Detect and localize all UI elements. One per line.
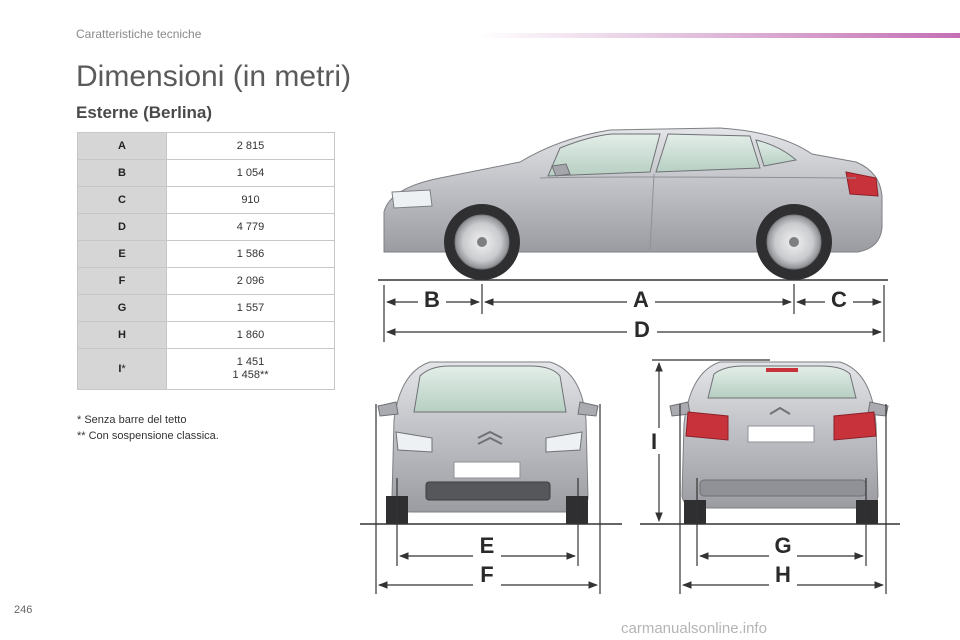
dimension-value: 1 054 xyxy=(167,160,335,187)
dimension-label-h: H xyxy=(775,562,791,587)
dimension-value: 4 779 xyxy=(167,214,335,241)
dimension-value-line: 1 451 xyxy=(236,356,265,368)
dimension-label-g: G xyxy=(774,533,792,558)
dimension-value: 2 096 xyxy=(167,268,335,295)
dimension-value: 910 xyxy=(167,187,335,214)
dimension-key: B xyxy=(78,160,167,187)
dimension-label-d: D xyxy=(634,317,650,342)
dimension-label-e: E xyxy=(479,533,495,558)
watermark: carmanualsonline.info xyxy=(621,620,767,637)
dimension-label-f: F xyxy=(480,562,494,587)
dimension-value-line: 1 458** xyxy=(232,369,269,381)
dimension-key: E xyxy=(78,241,167,268)
footnote: ** Con sospensione classica. xyxy=(77,430,219,442)
dimension-value: 1 586 xyxy=(167,241,335,268)
dimension-label-i: I xyxy=(650,429,658,454)
car-front-view xyxy=(378,362,598,524)
section-header: Caratteristiche tecniche xyxy=(76,27,202,41)
dimension-label-c: C xyxy=(831,287,847,312)
dimension-key-footnote-mark: * xyxy=(121,363,126,375)
dimension-value: 1 860 xyxy=(167,322,335,349)
dimension-key: G xyxy=(78,295,167,322)
dimension-key: C xyxy=(78,187,167,214)
dimension-label-b: B xyxy=(424,287,440,312)
dimension-key: D xyxy=(78,214,167,241)
dimension-key: F xyxy=(78,268,167,295)
page-title: Dimensioni (in metri) xyxy=(76,60,352,93)
dimension-key: A xyxy=(78,133,167,160)
dimension-label-a: A xyxy=(633,287,649,312)
footnote: * Senza barre del tetto xyxy=(77,414,187,426)
dimension-key: H xyxy=(78,322,167,349)
dimension-key-letter: I xyxy=(118,363,122,375)
car-rear-view xyxy=(670,362,888,524)
wheel-icon xyxy=(756,204,832,280)
page-number: 246 xyxy=(14,604,33,616)
wheel-icon xyxy=(444,204,520,280)
page-subtitle: Esterne (Berlina) xyxy=(76,103,213,122)
dimension-value: 2 815 xyxy=(167,133,335,160)
dimension-value: 1 557 xyxy=(167,295,335,322)
